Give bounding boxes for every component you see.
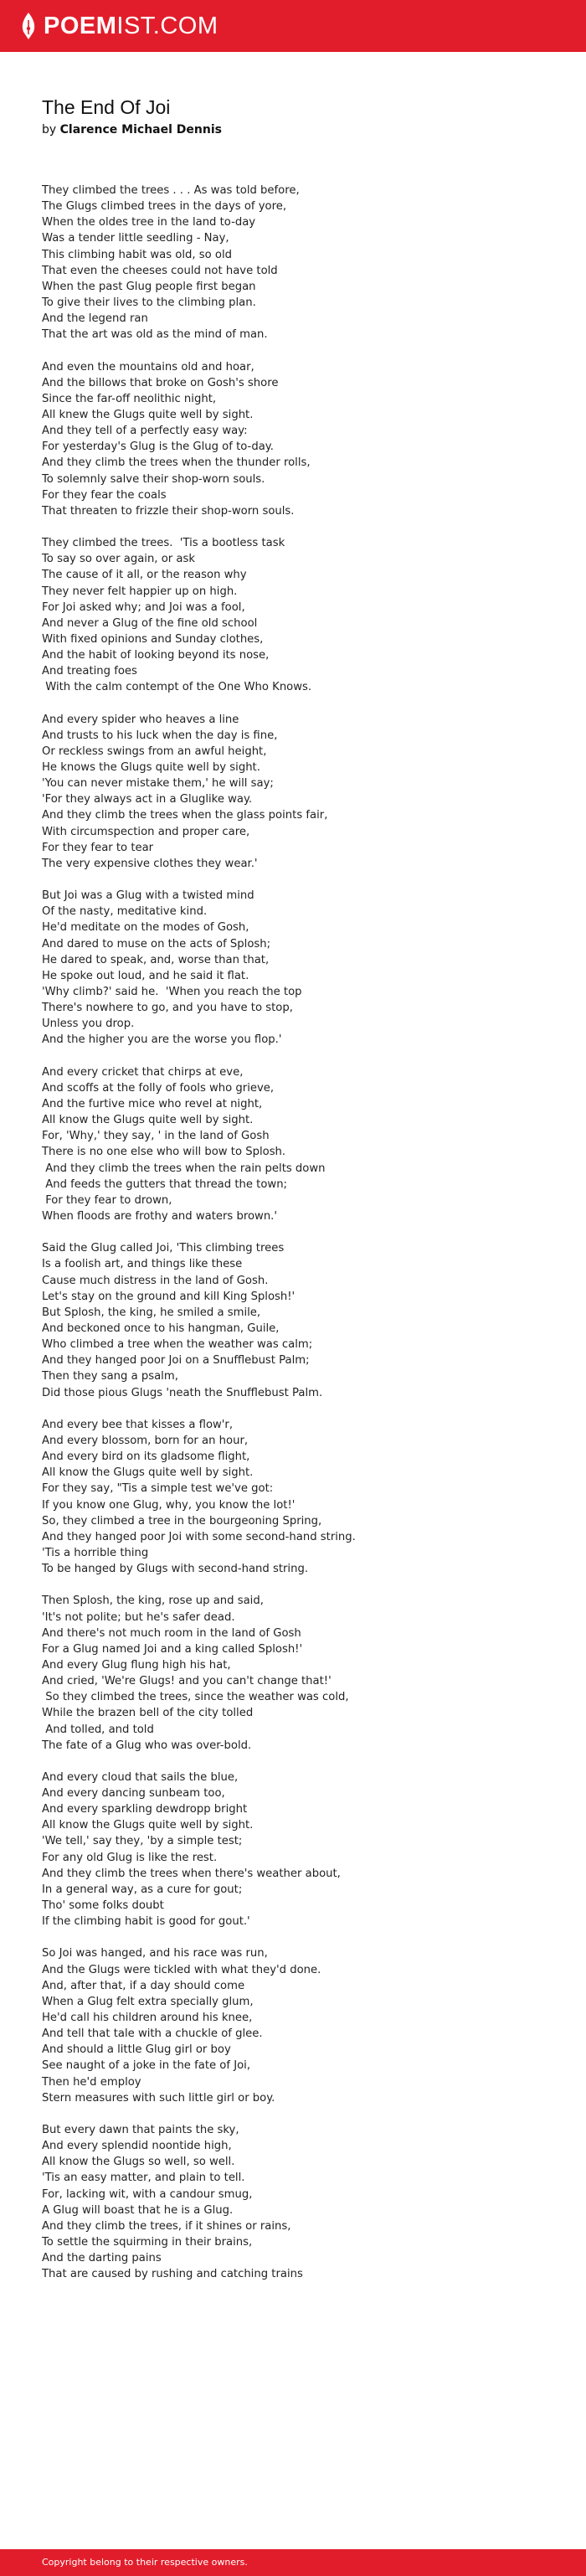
poem-line: If the climbing habit is good for gout.' (42, 1915, 250, 1929)
poem-stanza (42, 888, 561, 1048)
poem-line: And the darting pains (42, 2252, 162, 2265)
poem-line: 'We tell,' say they, 'by a simple test; (42, 1835, 243, 1848)
poem-line: Or reckless swings from an awful height, (42, 744, 267, 758)
site-header (0, 0, 586, 52)
poem-line: Then they sang a psalm, (42, 1370, 178, 1383)
poem-stanza (42, 2122, 561, 2282)
poem-line: So, they climbed a tree in the bourgeoning Spring, (42, 1514, 322, 1528)
poem-line: For a Glug named Joi and a king called Splosh!' (42, 1642, 303, 1656)
poem-line: And, after that, if a day should come (42, 1979, 245, 1992)
poem-line: When floods are frothy and waters brown.' (42, 1210, 277, 1223)
poem-line: For any old Glug is like the rest. (42, 1851, 218, 1864)
poem-stanza (42, 535, 561, 695)
poem-body (42, 183, 561, 2299)
poem-line: And every cloud that sails the blue, (42, 1770, 239, 1784)
poem-line: 'Tis an easy matter, and plain to tell. (42, 2172, 245, 2185)
poem-line: But Splosh, the king, he smiled a smile, (42, 1306, 261, 1319)
poem-line: He'd call his children around his knee, (42, 2012, 253, 2025)
poem-line: 'It's not polite; but he's safer dead. (42, 1610, 235, 1624)
poem-line: To give their lives to the climbing plan. (42, 296, 256, 309)
poem-line: For, 'Why,' they say, ' in the land of Gosh (42, 1130, 270, 1143)
poem-line: See naught of a joke in the fate of Joi, (42, 2059, 251, 2073)
poem-line: And tolled, and told (42, 1723, 154, 1736)
poem-line: Said the Glug called Joi, 'This climbing trees (42, 1242, 285, 1255)
poem-line: And they climb the trees when there's weather about, (42, 1867, 341, 1880)
poem-line: He dared to speak, and, worse than that, (42, 953, 270, 966)
poem-line: And every bee that kisses a flow'r, (42, 1418, 234, 1431)
poem-title: The End Of Joi (42, 96, 171, 118)
poem-author: Clarence Michael Dennis (59, 123, 222, 137)
poem-line: And every Glug flung high his hat, (42, 1658, 231, 1672)
poem-line: Who climbed a tree when the weather was calm; (42, 1338, 313, 1352)
poem-line: For, lacking wit, with a candour smug, (42, 2187, 253, 2201)
poem-stanza (42, 1770, 561, 1929)
poem-line: With the calm contempt of the One Who Knows. (42, 681, 312, 694)
quill-pen-icon (20, 12, 37, 40)
poemist-logo[interactable] (20, 12, 218, 40)
poem-stanza (42, 183, 561, 343)
poem-line: All know the Glugs quite well by sight. (42, 1114, 254, 1127)
poem-line: 'Tis a horrible thing (42, 1546, 149, 1559)
poem-stanza (42, 712, 561, 872)
poem-line: Let's stay on the ground and kill King Splosh!' (42, 1290, 296, 1303)
poem-line: Unless you drop. (42, 1018, 135, 1031)
poem-byline (42, 122, 222, 137)
poem-line: All knew the Glugs quite well by sight. (42, 408, 254, 421)
poem-line: And the legend ran (42, 312, 148, 326)
poem-line: Then Splosh, the king, rose up and said, (42, 1595, 264, 1608)
poem-line: The very expensive clothes they wear.' (42, 857, 258, 870)
poem-line: There is no one else who will bow to Splosh. (42, 1146, 286, 1159)
poem-stanza (42, 359, 561, 519)
poem-line: In a general way, as a cure for gout; (42, 1883, 243, 1896)
poem-line: Of the nasty, meditative kind. (42, 905, 208, 919)
poem-stanza (42, 1593, 561, 1753)
poem-line: The Glugs climbed trees in the days of yore, (42, 200, 287, 214)
poem-line: And every dancing sunbeam too, (42, 1787, 225, 1801)
poem-line: And they climb the trees, if it shines or rains, (42, 2219, 291, 2233)
poem-line: And should a little Glug girl or boy (42, 2043, 231, 2057)
poem-line: Tho' some folks doubt (42, 1899, 164, 1913)
poem-line: For they say, "Tis a simple test we've got: (42, 1482, 274, 1496)
poem-line: Then he'd employ (42, 2075, 141, 2089)
poem-line: And they climb the trees when the thunder rolls, (42, 456, 311, 470)
poem-line: And beckoned once to his hangman, Guile, (42, 1321, 280, 1335)
poem-line: While the brazen bell of the city tolled (42, 1707, 254, 1720)
poem-line: So they climbed the trees, since the weather was cold, (42, 1691, 349, 1704)
poem-line: And every sparkling dewdropp bright (42, 1803, 248, 1816)
poem-line: For they fear to tear (42, 841, 154, 854)
poem-line: And they hanged poor Joi on a Snufflebust Palm; (42, 1354, 310, 1368)
poem-stanza (42, 1417, 561, 1577)
poem-line: They climbed the trees . . . As was told before, (42, 184, 300, 197)
poem-line: They climbed the trees. 'Tis a bootless task (42, 537, 285, 550)
poem-line: That are caused by rushing and catching trains (42, 2268, 303, 2281)
poem-line: That the art was old as the mind of man. (42, 328, 268, 342)
poem-stanza (42, 1064, 561, 1224)
poem-line: They never felt happier up on high. (42, 585, 238, 598)
poem-line: And feeds the gutters that thread the town; (42, 1177, 287, 1191)
poem-line: And even the mountains old and hoar, (42, 360, 254, 374)
poem-line: But every dawn that paints the sky, (42, 2124, 239, 2137)
poem-line: 'You can never mistake them,' he will say; (42, 777, 274, 791)
poem-line: To settle the squirming in their brains, (42, 2236, 253, 2249)
poem-line: And the habit of looking beyond its nose, (42, 649, 270, 662)
poem-line: All know the Glugs quite well by sight. (42, 1466, 254, 1480)
poem-line: And they climb the trees when the rain pelts down (42, 1162, 326, 1175)
poem-line: This climbing habit was old, so old (42, 248, 233, 261)
poem-line: All know the Glugs so well, so well. (42, 2156, 235, 2169)
poem-line: To solemnly salve their shop-worn souls. (42, 472, 265, 486)
logo-text (44, 12, 218, 40)
poem-line: When a Glug felt extra specially glum, (42, 1995, 254, 2008)
poem-line: All know the Glugs quite well by sight. (42, 1819, 254, 1832)
poem-line: And every cricket that chirps at eve, (42, 1065, 244, 1079)
poem-line: He spoke out loud, and he said it flat. (42, 969, 249, 982)
poem-line: For yesterday's Glug is the Glug of to-day. (42, 440, 274, 454)
poem-line: He knows the Glugs quite well by sight. (42, 761, 260, 775)
poem-line: He'd meditate on the modes of Gosh, (42, 921, 249, 935)
poem-line: And they tell of a perfectly easy way: (42, 425, 248, 438)
poem-line: And they climb the trees when the glass points fair, (42, 809, 328, 822)
poem-line: To say so over again, or ask (42, 553, 195, 566)
poem-line: With fixed opinions and Sunday clothes, (42, 632, 264, 646)
poem-line: And every splendid noontide high, (42, 2140, 232, 2153)
poem-line: And every spider who heaves a line (42, 713, 239, 726)
poem-line: If you know one Glug, why, you know the lot!' (42, 1498, 296, 1512)
poem-line: And dared to muse on the acts of Splosh; (42, 937, 271, 951)
poem-line: And the Glugs were tickled with what they'd done. (42, 1963, 321, 1976)
poem-line: And every blossom, born for an hour, (42, 1434, 249, 1447)
poem-line: The fate of a Glug who was over-bold. (42, 1739, 252, 1752)
poem-line: With circumspection and proper care, (42, 825, 250, 838)
poem-line: And tell that tale with a chuckle of glee. (42, 2027, 263, 2041)
poem-stanza (42, 1240, 561, 1400)
poem-line: Stern measures with such little girl or boy. (42, 2091, 275, 2105)
copyright-notice: Copyright belong to their respective owners. (42, 2557, 248, 2568)
poem-line: For Joi asked why; and Joi was a fool, (42, 600, 245, 614)
poem-line: Was a tender little seedling - Nay, (42, 232, 229, 245)
poem-line: And there's not much room in the land of Gosh (42, 1626, 301, 1640)
poem-line: That threaten to frizzle their shop-worn souls. (42, 504, 295, 518)
poem-line: And the higher you are the worse you flop.' (42, 1033, 282, 1047)
poem-stanza (42, 1945, 561, 2105)
poem-line: For they fear the coals (42, 488, 167, 502)
poem-line: There's nowhere to go, and you have to stop, (42, 1002, 293, 1015)
poem-line: When the past Glug people first began (42, 280, 256, 293)
poem-line: Since the far-off neolithic night, (42, 392, 217, 405)
poem-line: To be hanged by Glugs with second-hand string. (42, 1563, 309, 1576)
poem-line: A Glug will boast that he is a Glug. (42, 2203, 234, 2217)
poem-line: The cause of it all, or the reason why (42, 569, 247, 582)
poem-line: That even the cheeses could not have told (42, 264, 278, 277)
poem-line: 'Why climb?' said he. 'When you reach the top (42, 986, 302, 999)
logo-text-bold: POEM (44, 13, 117, 39)
poem-line: For they fear to drown, (42, 1193, 172, 1207)
poem-line: And cried, 'We're Glugs! and you can't change that!' (42, 1675, 332, 1688)
poem-line: But Joi was a Glug with a twisted mind (42, 889, 254, 903)
poem-line: Is a foolish art, and things like these (42, 1258, 243, 1271)
poem-line: Cause much distress in the land of Gosh. (42, 1274, 269, 1287)
poem-line: 'For they always act in a Gluglike way. (42, 793, 253, 806)
site-footer (0, 2549, 586, 2576)
by-label: by (42, 123, 57, 137)
logo-text-light: IST.COM (116, 13, 218, 39)
poem-line: And never a Glug of the fine old school (42, 616, 258, 630)
poem-line: Did those pious Glugs 'neath the Snufflebust Palm. (42, 1386, 323, 1399)
poem-line: And trusts to his luck when the day is fine, (42, 729, 278, 742)
poem-line: And the billows that broke on Gosh's shore (42, 376, 279, 389)
poem-line: So Joi was hanged, and his race was run, (42, 1947, 268, 1960)
poem-line: And the furtive mice who revel at night, (42, 1098, 263, 1111)
poem-line: And they hanged poor Joi with some second-hand string. (42, 1530, 356, 1543)
poem-line: And treating foes (42, 665, 137, 678)
poem-line: And scoffs at the folly of fools who grieve, (42, 1081, 275, 1095)
poem-line: And every bird on its gladsome flight, (42, 1450, 250, 1464)
poem-line: When the oldes tree in the land to-day (42, 216, 256, 229)
